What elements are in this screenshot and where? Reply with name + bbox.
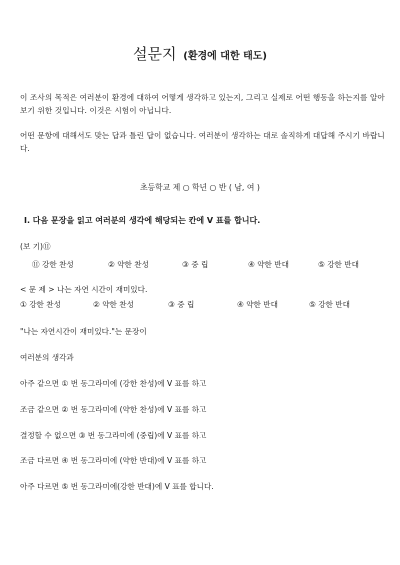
document-title xyxy=(0,43,400,64)
grade-class-gender-line: 초등학교 제 ○ 학년 ○ 반 ( 남, 여 ) xyxy=(140,183,260,192)
title-sub: (환경에 대한 태도) xyxy=(183,51,267,62)
example-label: (보 기)⑪ xyxy=(20,242,51,251)
question-option-2: ② 약한 찬성 xyxy=(93,300,134,309)
question-option-4: ④ 약한 반대 xyxy=(237,300,278,309)
example-option-1: ⑪ 강한 찬성 xyxy=(32,260,74,269)
instruction-line-2: 조금 같으면 ② 번 동그라미에 (약한 찬성)에 V 표를 하고 xyxy=(20,405,207,414)
intro-paragraph-1: 이 조사의 목적은 여러분이 환경에 대하여 어떻게 생각하고 있는지, 그리고 실제로 어떤 행동을 하는지를 알아보기 위한 것입니다. 이것은 시험이 아닙니다. xyxy=(20,93,385,115)
example-option-2: ② 약한 찬성 xyxy=(108,260,149,269)
question-label: < 문 제 > 나는 자연 시간이 재미있다. xyxy=(20,285,148,294)
example-option-5: ⑤ 강한 반대 xyxy=(318,260,359,269)
statement-note: "나는 자연시간이 재미있다."는 문장이 xyxy=(20,327,147,336)
opinion-intro: 여러분의 생각과 xyxy=(20,353,74,362)
section-1-heading: I. 다음 문장을 읽고 여러분의 생각에 해당되는 칸에 V 표를 합니다. xyxy=(24,216,261,225)
question-option-3: ③ 중 립 xyxy=(168,300,195,309)
intro-paragraph-2: 어떤 문항에 대해서도 맞는 답과 틀린 답이 없습니다. 여러분이 생각하는 대로 솔직하게 대답해 주시기 바랍니다. xyxy=(20,131,385,153)
title-main: 설문지 xyxy=(133,45,177,63)
instruction-line-4: 조금 다르면 ④ 번 동그라미에 (약한 반대)에 V 표를 하고 xyxy=(20,456,207,465)
instruction-line-1: 아주 같으면 ① 번 동그라미에 (강한 찬성)에 V 표를 하고 xyxy=(20,379,207,388)
question-option-1: ① 강한 찬성 xyxy=(20,300,61,309)
instruction-line-3: 결정할 수 없으면 ③ 번 동그라미에 (중립)에 V 표를 하고 xyxy=(20,431,207,440)
instruction-line-5: 아주 다르면 ⑤ 번 동그라미에(강한 반대)에 V 표를 합니다. xyxy=(20,482,214,491)
example-option-3: ③ 중 립 xyxy=(182,260,209,269)
example-option-4: ④ 약한 반대 xyxy=(248,260,289,269)
question-option-5: ⑤ 강한 반대 xyxy=(309,300,350,309)
